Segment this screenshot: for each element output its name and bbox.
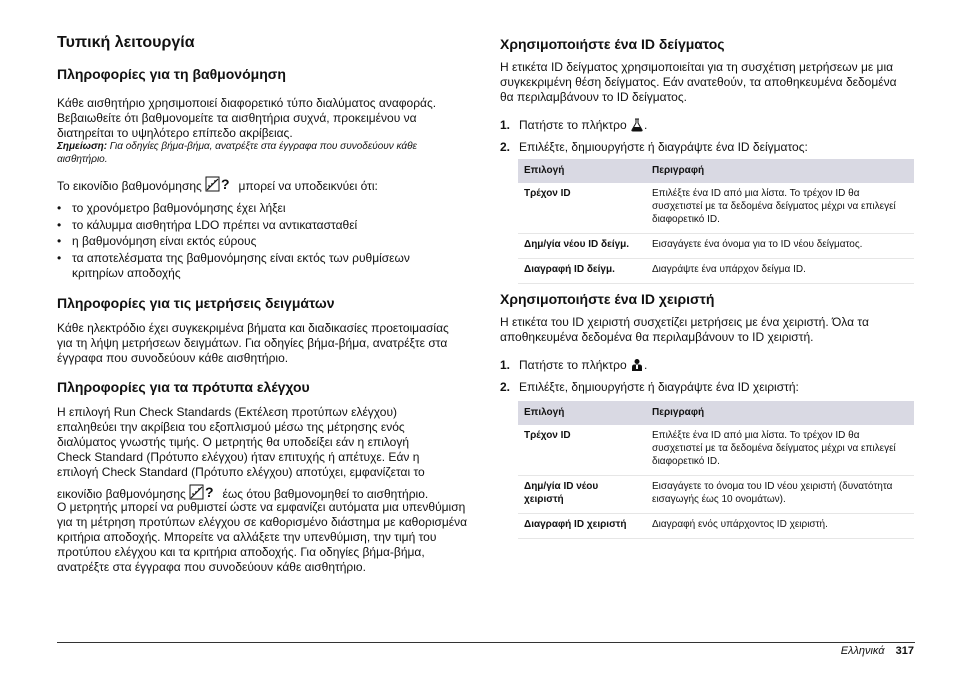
option-cell: Διαγραφή ID χειριστή [518, 514, 646, 539]
icon-line-after: έως ότου βαθμονομηθεί το αισθητήριο. [222, 487, 429, 501]
svg-text:?: ? [221, 176, 230, 192]
sample-flask-icon [630, 118, 644, 136]
check-heading: Πληροφορίες για τα πρότυπα ελέγχου [57, 379, 310, 395]
measurement-paragraph: Κάθε ηλεκτρόδιο έχει συγκεκριμένα βήματα και διαδικασίες προετοιμασίας για τη λήψη μετρήσεων δειγμάτων. Για οδηγίες βήμα-βήμα, ανατρέξτε στα έγγραφα που συνοδεύουν κάθε αισθητήριο. [57, 321, 449, 365]
column-header-option: Επιλογή [518, 159, 646, 183]
step-text: Επιλέξτε, δημιουργήστε ή διαγράψτε ένα ID χειριστή: [519, 380, 799, 394]
operator-id-steps [500, 358, 915, 399]
icon-line-before: Το εικονίδιο βαθμονόμησης [57, 179, 202, 193]
step-2 [500, 380, 915, 395]
footer-divider [57, 642, 915, 643]
step-text: Πατήστε το πλήκτρο [519, 118, 627, 132]
note-text: Για οδηγίες βήμα-βήμα, ανατρέξτε στα έγγραφα που συνοδεύουν κάθε αισθητήριο. [57, 141, 417, 165]
table-row [518, 476, 914, 514]
operator-id-heading: Χρησιμοποιήστε ένα ID χειριστή [500, 291, 715, 307]
description-cell: Επιλέξτε ένα ID από μια λίστα. Το τρέχον ID θα συσχετιστεί με τα δεδομένα δείγματος μέχρι να επιλεγεί διαφορετικό ID. [646, 183, 914, 234]
step-text: Επιλέξτε, δημιουργήστε ή διαγράψτε ένα ID δείγματος: [519, 140, 808, 154]
text-line: διαλύματος γνωστής τιμής. Ο μετρητής θα υποδείξει εάν η επιλογή [57, 435, 410, 449]
list-item: • το χρονόμετρο βαθμονόμησης έχει λήξει [57, 201, 465, 216]
option-cell: Δημ/γία ID νέου χειριστή [518, 476, 646, 514]
operator-icon [630, 358, 644, 376]
list-item: • τα αποτελέσματα της βαθμονόμησης είναι εκτός των ρυθμίσεων κριτηρίων αποδοχής [57, 251, 447, 281]
text-line: Η επιλογή Run Check Standards (Εκτέλεση προτύπων ελέγχου) [57, 405, 398, 419]
step-2 [500, 140, 915, 155]
operator-id-paragraph: Η ετικέτα του ID χειριστή συσχετίζει μετρήσεις με ένα χειριστή. Όλα τα αποθηκευμένα δεδομένα θα περιλαμβάνουν το ID χειριστή. [500, 315, 869, 344]
check-paragraph-2: Ο μετρητής μπορεί να ρυθμιστεί ώστε να εμφανίζει αυτόματα μια υπενθύμιση για τη μέτρηση προτύπων ελέγχου σε καθορισμένο διάστημα με καθορισμένα κριτήρια αποδοχής. Μπορείτε να αλλάξετε την υπενθύμιση, την τιμή του προτύπου ελέγχου και τα κριτήρια αποδοχής. Για οδηγίες βήμα-βήμα, ανατρέξτε στα έγγραφα που συνοδεύουν κάθε αισθητήριο. [57, 500, 468, 574]
step-1: 1. Πατήστε το πλήκτρο . [500, 358, 915, 376]
description-cell: Επιλέξτε ένα ID από μια λίστα. Το τρέχον ID θα συσχετιστεί με τα δεδομένα δείγματος μέχρι να επιλεγεί διαφορετικό ID. [646, 425, 914, 476]
list-item: • το κάλυμμα αισθητήρα LDO πρέπει να αντικατασταθεί [57, 218, 465, 233]
description-cell: Διαγραφή ενός υπάρχοντος ID χειριστή. [646, 514, 914, 539]
list-item: • η βαθμονόμηση είναι εκτός εύρους [57, 234, 465, 249]
page-title: Τυπική λειτουργία [57, 34, 195, 51]
step-number: 2. [500, 140, 511, 154]
step-text: Πατήστε το πλήκτρο [519, 358, 627, 372]
table-row [518, 259, 914, 284]
text-line: επιλογή Check Standard (Πρότυπο ελέγχου) αποτύχει, εμφανίζεται το [57, 465, 425, 479]
calibration-heading: Πληροφορίες για τη βαθμονόμηση [57, 66, 286, 82]
step-number: 1. [500, 118, 511, 132]
page-number: 317 [895, 645, 914, 657]
table-row [518, 514, 914, 539]
option-cell: Τρέχον ID [518, 183, 646, 234]
description-cell: Διαγράψτε ένα υπάρχον δείγμα ID. [646, 259, 914, 284]
option-cell: Δημ/γία νέου ID δείγμ. [518, 234, 646, 259]
calibration-note [57, 140, 465, 166]
step-number: 2. [500, 380, 511, 394]
column-header-description: Περιγραφή [646, 159, 914, 183]
sample-id-heading: Χρησιμοποιήστε ένα ID δείγματος [500, 36, 725, 52]
table-row [518, 183, 914, 234]
table-row [518, 234, 914, 259]
sample-id-paragraph: Η ετικέτα ID δείγματος χρησιμοποιείται για τη συσχέτιση μετρήσεων με μια συγκεκριμένη θέση δείγματος. Εάν ανατεθούν, τα αποθηκευμένα δεδομένα θα περιλαμβάνουν το ID δείγματος. [500, 60, 897, 104]
table-row [518, 425, 914, 476]
description-cell: Εισαγάγετε το όνομα του ID νέου χειριστή (δυνατότητα εισαγωγής έως 10 ονομάτων). [646, 476, 914, 514]
calibration-bullets [57, 201, 465, 282]
option-cell: Διαγραφή ID δείγμ. [518, 259, 646, 284]
column-header-option: Επιλογή [518, 401, 646, 425]
calibration-paragraph: Κάθε αισθητήριο χρησιμοποιεί διαφορετικό τύπο διαλύματος αναφοράς. Βεβαιωθείτε ότι βαθμονομείτε τα αισθητήρια συχνά, προκειμένου να διατηρείται το υψηλότερο επίπεδο ακρίβειας. [57, 96, 437, 140]
icon-line-after: μπορεί να υποδεικνύει ότι: [238, 179, 378, 193]
column-header-description: Περιγραφή [646, 401, 914, 425]
step-1: 1. Πατήστε το πλήκτρο . [500, 118, 915, 136]
note-label: Σημείωση: [57, 141, 108, 152]
table-header-row [518, 159, 914, 183]
measurement-heading: Πληροφορίες για τις μετρήσεις δειγμάτων [57, 295, 335, 311]
calibration-icon [205, 176, 235, 197]
calibration-icon-line [57, 176, 465, 197]
footer-language: Ελληνικά [840, 645, 885, 657]
svg-text:?: ? [205, 484, 214, 500]
sample-id-table [518, 159, 914, 284]
page-footer [841, 644, 914, 658]
text-line: επαληθεύει την ακρίβεια του εξοπλισμού μέσω της μέτρησης ενός [57, 420, 405, 434]
step-number: 1. [500, 358, 511, 372]
icon-line-before: εικονίδιο βαθμονόμησης [57, 487, 186, 501]
text-line: Check Standard (Πρότυπο ελέγχου) ήταν επιτυχής ή απέτυχε. Εάν η [57, 450, 420, 464]
table-header-row [518, 401, 914, 425]
description-cell: Εισαγάγετε ένα όνομα για το ID νέου δείγματος. [646, 234, 914, 259]
sample-id-steps [500, 118, 915, 159]
check-paragraph-1 [57, 405, 467, 505]
operator-id-table [518, 401, 914, 539]
option-cell: Τρέχον ID [518, 425, 646, 476]
